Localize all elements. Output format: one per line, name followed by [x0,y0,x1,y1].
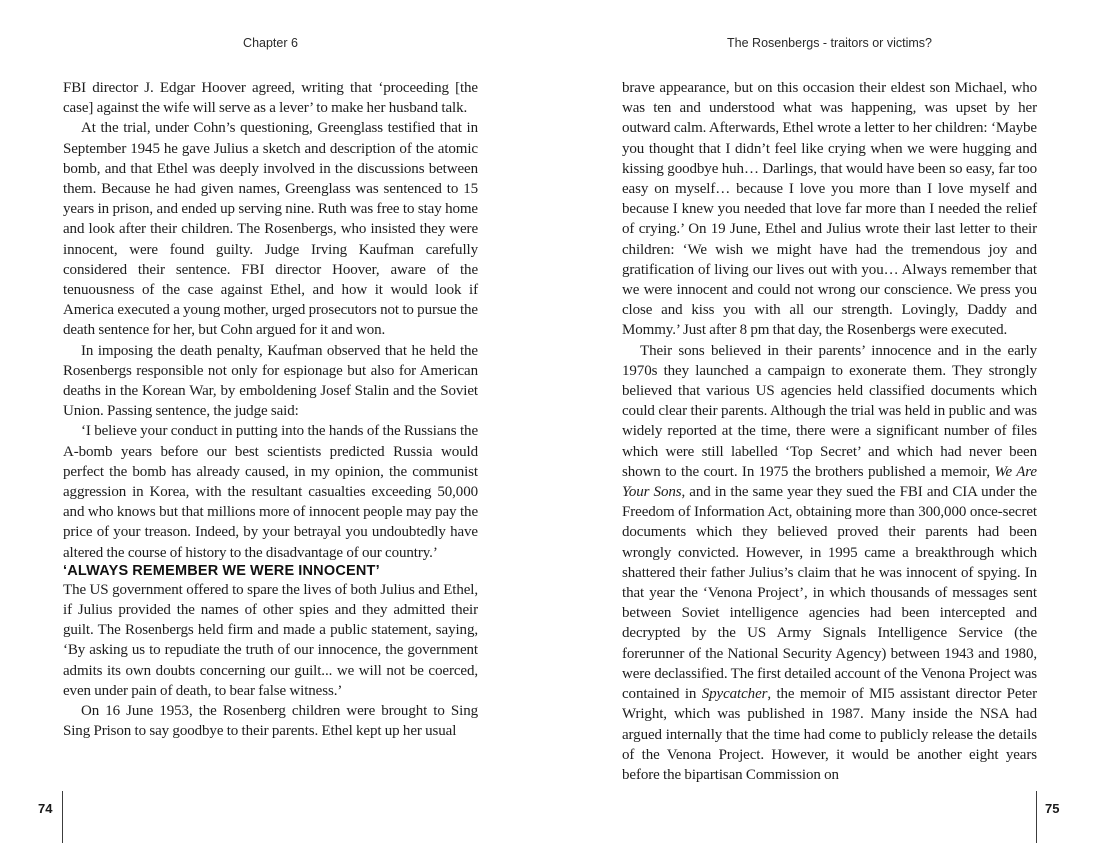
left-page-body [63,78,478,742]
section-heading: ‘ALWAYS REMEMBER WE WERE INNOCENT’ [63,562,380,579]
paragraph: The US government offered to spare the lives of both Julius and Ethel, if Julius provided the names of other spies and they admitted their guilt. The Rosenbergs held firm and made a public statement, saying, ‘By asking us to repudiate the truth of our innocence, the government admits its own doubts concerning our guilt... we will not be coerced, even under pain of death, to bear false witness.’ [63,581,478,699]
page-number-right: 75 [1045,801,1060,816]
paragraph: FBI director J. Edgar Hoover agreed, writing that ‘proceeding [the case] against the wife will serve as a lever’ to make her husband talk. [63,80,478,117]
right-page-body [622,78,1037,785]
paragraph: In imposing the death penalty, Kaufman observed that he held the Rosenbergs responsible not only for espionage but also for American deaths in the Korean War, by emboldening Josef Stalin and the Soviet Union. Passing sentence, the judge said: [63,342,478,420]
footer-rule-right [1036,791,1037,843]
paragraph: On 16 June 1953, the Rosenberg children were brought to Sing Sing Prison to say goodbye to their parents. Ethel kept up her usual [63,703,478,740]
right-page [622,36,1037,785]
paragraph: Their sons believed in their parents’ innocence and in the early 1970s they launched a campaign to exonerate them. They strongly believed that various US agencies held classified documents which could clear their parents. Although the trial was held in public and was widely reported at the time, there were a significant number of files which were still labelled ‘Top Secret’ and which had never been shown to the court. In 1975 the brothers published a memoir, We Are Your Sons, and in the same year they sued the FBI and CIA under the Freedom of Information Act, obtaining more than 300,000 once-secret documents which they believed proved their parents had been wrongly convicted. However, in 1995 came a breakthrough which shattered their father Julius’s claim that he was innocent of spying. In that year the ‘Venona Project’, in which thousands of messages sent between Soviet intelligence agencies had been intercepted and decrypted by the US Army Signals Intelligence Service (the forerunner of the National Security Agency) between 1943 and 1980, were declassified. The first detailed account of the Venona Project was contained in Spycatcher, the memoir of MI5 assistant director Peter Wright, which was published in 1987. Many inside the NSA had argued internally that the time had come to publicly release the details of the Venona Project. However, it would be another eight years before the bipartisan Commission on [622,342,1037,783]
paragraph: At the trial, under Cohn’s questioning, Greenglass testified that in September 1945 he gave Julius a sketch and description of the atomic bomb, and that Ethel was deeply involved in the discussions between them. Because he had given names, Greenglass was sentenced to 15 years in prison, and ended up serving nine. Ruth was free to stay home and look after their children. The Rosenbergs, who insisted they were innocent, were found guilty. Judge Irving Kaufman carefully considered their sentence. FBI director Hoover, aware of the tenuousness of the case against Ethel, and how it would look if America executed a young mother, urged prosecutors not to pursue the death sentence for her, but Cohn argued for it and won. [63,120,478,339]
running-head-left: Chapter 6 [243,36,298,50]
footer-rule-left [62,791,63,843]
running-head-right: The Rosenbergs - traitors or victims? [727,36,932,50]
left-page [63,36,478,742]
paragraph: ‘I believe your conduct in putting into the hands of the Russians the A-bomb years before our best scientists predicted Russia would perfect the bomb has already caused, in my opinion, the communist aggression in Korea, with the resultant casualties exceeding 50,000 and who knows but that millions more of innocent people may pay the price of your treason. Indeed, by your betrayal you undoubtedly have altered the course of history to the disadvantage of our country.’ [63,423,478,561]
page-number-left: 74 [38,801,53,816]
paragraph: brave appearance, but on this occasion their eldest son Michael, who was ten and understood what was happening, was upset by her outward calm. Afterwards, Ethel wrote a letter to her children: ‘Maybe you thought that I didn’t feel like crying when we were hugging and kissing goodbye huh… Darlings, that would have been so easy, far too easy on myself… because I love you more than I love myself and because I knew you needed that love far more than I needed the relief of crying.’ On 19 June, Ethel and Julius wrote their last letter to their children: ‘We wish we might have had the tremendous joy and gratification of living our lives out with you… Always remember that we were innocent and could not wrong our conscience. We press you close and kiss you with all our strength. Lovingly, Daddy and Mommy.’ Just after 8 pm that day, the Rosenbergs were executed. [622,80,1037,339]
